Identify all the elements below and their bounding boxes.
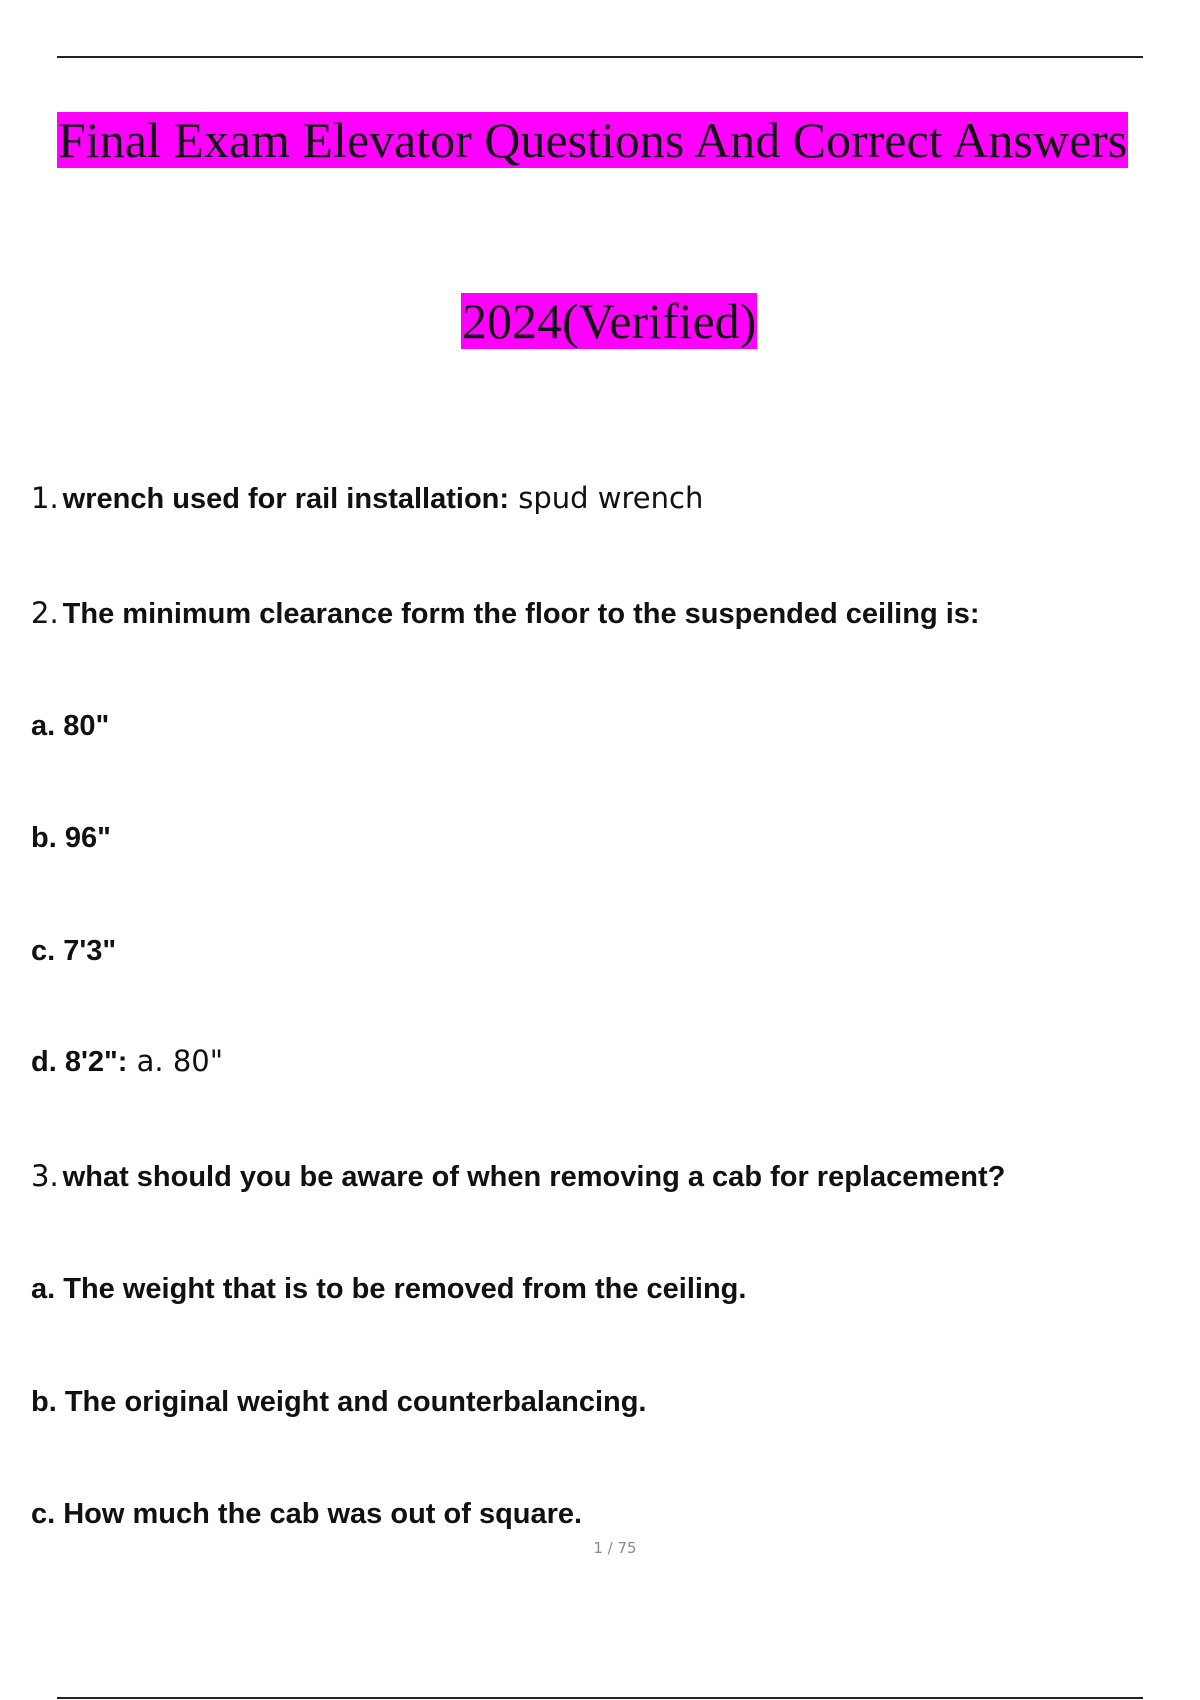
- option-text: c. How much the cab was out of square.: [31, 1498, 583, 1530]
- option-text: b. The original weight and counterbalancing.: [31, 1386, 647, 1418]
- question-number: 1.: [31, 481, 59, 515]
- question-text: The minimum clearance form the floor to the suspended ceiling is:: [62, 598, 980, 630]
- option-c: [31, 933, 116, 969]
- question-number: 3.: [31, 1159, 59, 1193]
- question-number: 2.: [31, 596, 59, 630]
- question-3: [31, 1158, 1005, 1195]
- option-a: [31, 1271, 746, 1307]
- document-title-line-2: 2024(Verified): [462, 293, 757, 349]
- option-text: a. The weight that is to be removed from the ceiling.: [31, 1273, 747, 1305]
- option-d: [31, 1043, 223, 1080]
- option-text: d. 8'2":: [31, 1046, 128, 1078]
- option-c: [31, 1496, 582, 1532]
- option-text: b. 96": [31, 822, 111, 854]
- question-text: what should you be aware of when removing a cab for replacement?: [62, 1161, 1006, 1193]
- option-b: [31, 1384, 647, 1420]
- answer-text: a. 80": [127, 1044, 224, 1078]
- bottom-rule: [57, 1697, 1143, 1699]
- page-number: 1 / 75: [593, 1539, 637, 1557]
- document-title-line-1: Final Exam Elevator Questions And Correct Answers: [58, 112, 1128, 168]
- question-text: wrench used for rail installation:: [62, 483, 510, 515]
- option-b: [31, 820, 111, 856]
- option-text: c. 7'3": [31, 935, 117, 967]
- top-rule: [57, 56, 1143, 58]
- question-1: [31, 480, 703, 517]
- option-a: [31, 708, 109, 744]
- option-text: a. 80": [31, 710, 110, 742]
- answer-text: spud wrench: [509, 481, 704, 515]
- question-2: [31, 595, 980, 632]
